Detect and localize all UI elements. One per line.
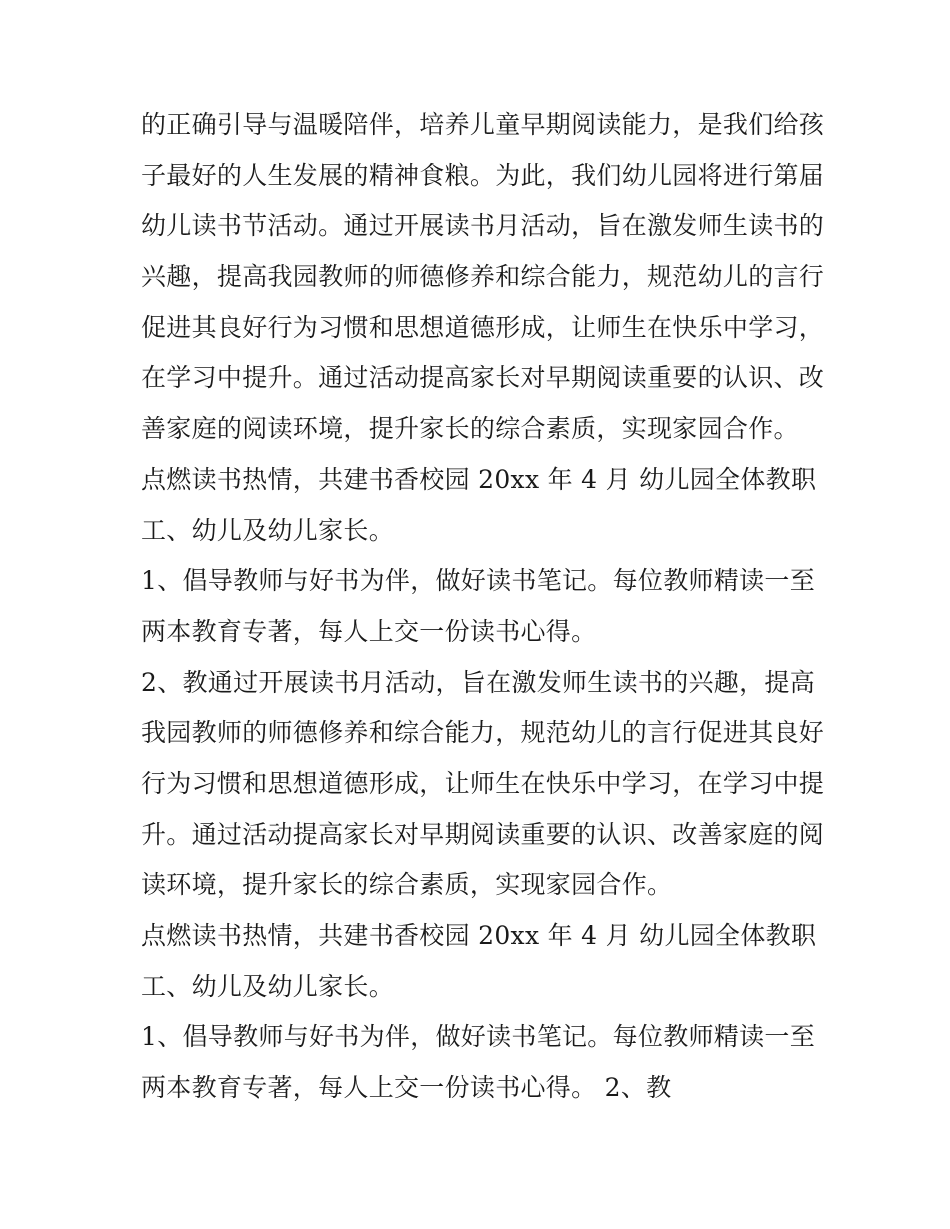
text-line: 点燃读书热情，共建书香校园 20xx 年 4 月 幼儿园全体教职 [141,921,817,950]
text-line: 的正确引导与温暖陪伴，培养儿童早期阅读能力，是我们给孩 [141,110,825,139]
text-line: 读环境，提升家长的综合素质，实现家园合作。 [141,870,673,900]
text-line: 子最好的人生发展的精神食粮。为此，我们幼儿园将进行第届 [141,160,825,190]
text-line: 两本教育专著，每人上交一份读书心得。 2、教 [141,1073,672,1103]
text-line: 升。通过活动提高家长对早期阅读重要的认识、改善家庭的阅 [141,819,825,849]
text-line: 工、幼儿及幼儿家长。 [141,971,395,1001]
text-line: 1、倡导教师与好书为伴，做好读书笔记。每位教师精读一至 [141,1022,816,1052]
text-line: 工、幼儿及幼儿家长。 [141,515,395,545]
text-line: 1、倡导教师与好书为伴，做好读书笔记。每位教师精读一至 [141,566,816,596]
text-line: 幼儿读书节活动。通过开展读书月活动，旨在激发师生读书的 [141,211,825,241]
text-line: 促进其良好行为习惯和思想道德形成，让师生在快乐中学习， [141,312,825,342]
text-line: 2、教通过开展读书月活动，旨在激发师生读书的兴趣，提高 [141,667,816,697]
body-text [141,100,825,1114]
text-line: 行为习惯和思想道德形成，让师生在快乐中学习，在学习中提 [141,768,825,798]
text-line: 善家庭的阅读环境，提升家长的综合素质，实现家园合作。 [141,414,799,444]
text-line: 点燃读书热情，共建书香校园 20xx 年 4 月 幼儿园全体教职 [141,464,817,494]
text-line: 在学习中提升。通过活动提高家长对早期阅读重要的认识、改 [141,363,825,393]
text-line: 两本教育专著，每人上交一份读书心得。 [141,616,597,646]
text-line: 兴趣，提高我园教师的师德修养和综合能力，规范幼儿的言行 [141,262,825,292]
text-line: 我园教师的师德修养和综合能力，规范幼儿的言行促进其良好 [141,718,825,748]
